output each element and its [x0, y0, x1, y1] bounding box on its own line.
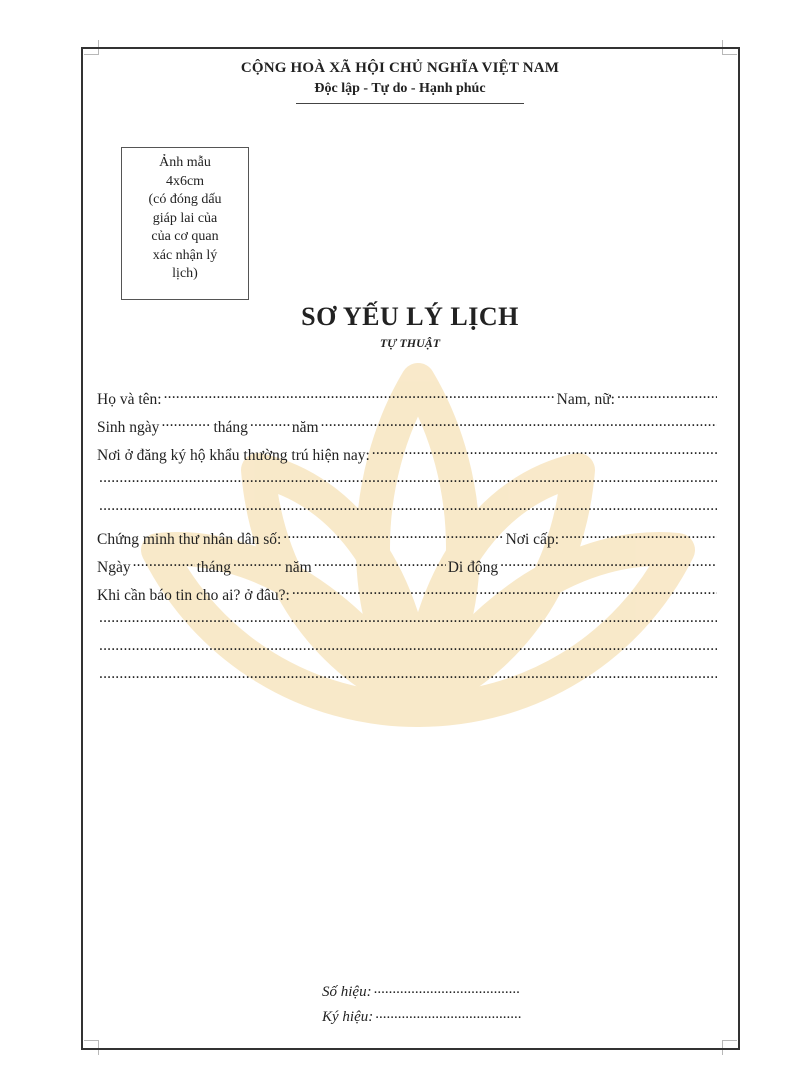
motto-heading: Độc lập - Tự do - Hạnh phúc: [314, 81, 486, 96]
issue-year-label: năm: [285, 558, 312, 576]
id-number-label: Chứng minh thư nhân dân số:: [97, 530, 282, 548]
residence-field-line-2[interactable]: [99, 469, 717, 488]
photo-box-line: của cơ quan: [151, 229, 219, 244]
form-row-contact-cont: [97, 665, 719, 693]
serial-label: Số hiệu:: [322, 984, 372, 1000]
contact-field-line-4[interactable]: [99, 665, 717, 684]
form-row-residence: [97, 441, 719, 469]
photo-box-line: (có đóng dấu: [148, 192, 222, 207]
issue-date-label: Ngày: [97, 558, 131, 576]
document-title: SƠ YẾU LÝ LỊCH: [301, 302, 519, 331]
serial-field[interactable]: [374, 978, 520, 996]
birth-day-field[interactable]: [161, 413, 211, 432]
full-name-field[interactable]: [164, 385, 555, 404]
contact-label: Khi cần báo tin cho ai? ở đâu?:: [97, 586, 290, 604]
symbol-label: Ký hiệu:: [322, 1009, 374, 1025]
issue-month-field[interactable]: [233, 553, 283, 572]
mobile-field[interactable]: [500, 553, 717, 572]
birth-month-label: tháng: [213, 418, 248, 436]
contact-field-line-2[interactable]: [99, 609, 717, 628]
birth-year-label: năm: [291, 418, 319, 436]
residence-field-line-3[interactable]: [99, 497, 717, 516]
mobile-label: Di động: [447, 558, 499, 576]
form-row-residence-cont: [97, 497, 719, 525]
photo-placeholder-box: [121, 147, 249, 300]
document-subtitle: TỰ THUẬT: [379, 336, 441, 350]
birth-month-field[interactable]: [250, 413, 290, 432]
full-name-label: Họ và tên:: [97, 390, 162, 408]
issue-month-label: tháng: [196, 558, 232, 576]
contact-field[interactable]: [292, 581, 717, 600]
form-row-residence-cont: [97, 469, 719, 497]
photo-box-line: giáp lai của: [152, 210, 218, 226]
photo-box-line: 4x6cm: [165, 173, 205, 189]
form-row-contact: [97, 581, 719, 609]
photo-box-line: Ảnh mẫu: [159, 155, 211, 170]
photo-box-line: lịch): [172, 266, 198, 281]
document-footer: [322, 978, 521, 1028]
serial-line: [322, 978, 521, 1003]
form-row-birth: [97, 413, 719, 441]
issue-day-field[interactable]: [133, 553, 195, 572]
personal-info-form: [97, 385, 719, 693]
contact-field-line-3[interactable]: [99, 637, 717, 656]
motto-underline: [296, 103, 524, 104]
residence-field[interactable]: [372, 441, 717, 460]
symbol-field[interactable]: [375, 1003, 521, 1021]
form-row-contact-cont: [97, 637, 719, 665]
form-row-id: [97, 525, 719, 553]
birth-year-field[interactable]: [321, 413, 717, 432]
issued-place-label: Nơi cấp:: [505, 530, 559, 548]
residence-label: Nơi ở đăng ký hộ khẩu thường trú hiện nay:: [97, 446, 370, 464]
issue-year-field[interactable]: [314, 553, 446, 572]
id-number-field[interactable]: [283, 525, 503, 544]
form-row-contact-cont: [97, 609, 719, 637]
gender-field[interactable]: [617, 385, 717, 404]
gender-label: Nam, nữ:: [556, 390, 615, 408]
form-row-issue-date: [97, 553, 719, 581]
form-row-full-name: [97, 385, 719, 413]
symbol-line: [322, 1003, 521, 1028]
photo-box-line: xác nhận lý: [152, 247, 218, 263]
birth-label: Sinh ngày: [97, 418, 160, 436]
issued-place-field[interactable]: [561, 525, 717, 544]
nation-heading: CỘNG HOÀ XÃ HỘI CHỦ NGHĨA VIỆT NAM: [240, 60, 560, 76]
